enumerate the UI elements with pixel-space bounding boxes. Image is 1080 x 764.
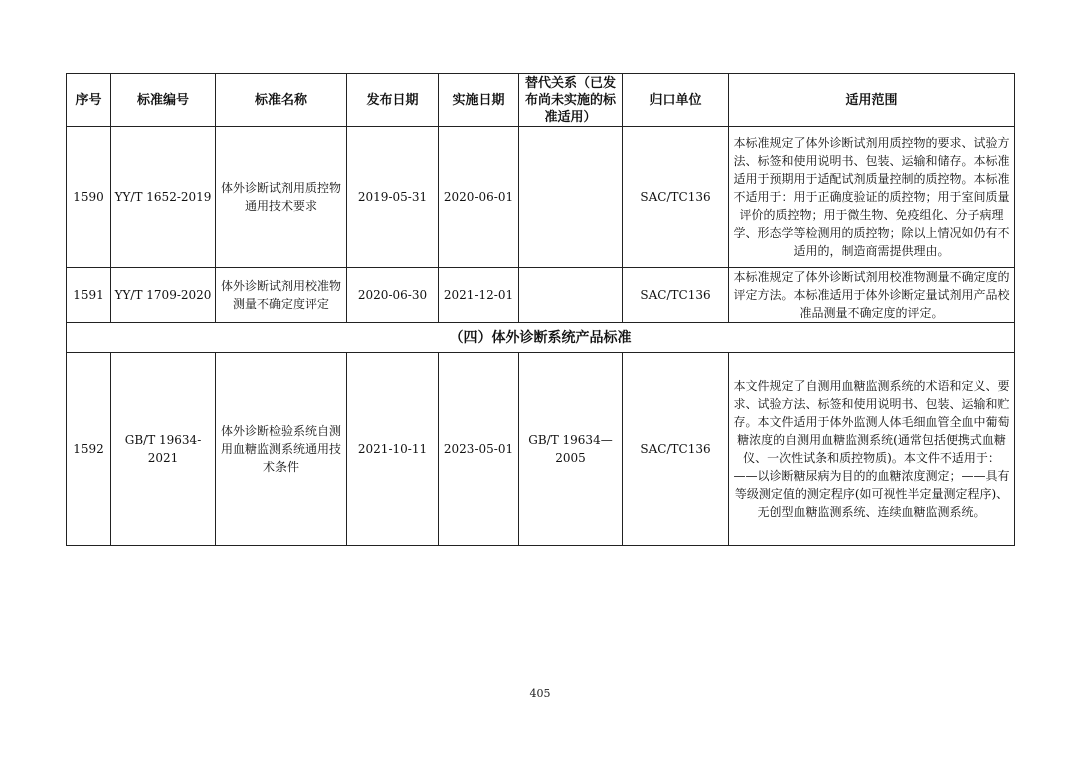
section-row	[67, 323, 1015, 353]
table-row	[67, 353, 1015, 546]
header-replaces: 替代关系（已发布尚未实施的标准适用）	[519, 74, 623, 127]
header-published: 发布日期	[347, 74, 439, 127]
table-header-row	[67, 74, 1015, 127]
header-effective: 实施日期	[439, 74, 519, 127]
header-code: 标准编号	[111, 74, 216, 127]
published-cell: 2021-10-11	[347, 353, 439, 546]
name-cell: 体外诊断试剂用校准物测量不确定度评定	[216, 268, 347, 323]
scope-cell: 本文件规定了自测用血糖监测系统的术语和定义、要求、试验方法、标签和使用说明书、包装、运输和贮存。本文件适用于体外监测人体毛细血管全血中葡萄糖浓度的自测用血糖监测系统(通常包括便携式血糖仪、一次性试条和质控物质)。本文件不适用于：——以诊断糖尿病为目的的血糖浓度测定；——具有等级测定值的测定程序(如可视性半定量测定程序)、无创型血糖监测系统、连续血糖监测系统。	[729, 353, 1015, 546]
published-cell: 2019-05-31	[347, 127, 439, 268]
replaces-cell	[519, 268, 623, 323]
name-cell: 体外诊断试剂用质控物通用技术要求	[216, 127, 347, 268]
seq-cell: 1590	[67, 127, 111, 268]
page-number: 405	[529, 687, 551, 700]
seq-cell: 1591	[67, 268, 111, 323]
standards-table	[66, 73, 1015, 546]
effective-cell: 2021-12-01	[439, 268, 519, 323]
code-cell: GB/T 19634-2021	[111, 353, 216, 546]
header-name: 标准名称	[216, 74, 347, 127]
dept-cell: SAC/TC136	[623, 268, 729, 323]
scope-cell: 本标准规定了体外诊断试剂用质控物的要求、试验方法、标签和使用说明书、包装、运输和储存。本标准适用于预期用于适配试剂质量控制的质控物。本标准不适用于：用于正确度验证的质控物；用于室间质量评价的质控物；用于微生物、免疫组化、分子病理学、形态学等检测用的质控物；除以上情况如仍有不适用的，制造商需提供理由。	[729, 127, 1015, 268]
section-title: （四）体外诊断系统产品标准	[67, 323, 1015, 353]
replaces-cell	[519, 127, 623, 268]
scope-cell: 本标准规定了体外诊断试剂用校准物测量不确定度的评定方法。本标准适用于体外诊断定量试剂用产品校准品测量不确定度的评定。	[729, 268, 1015, 323]
header-dept: 归口单位	[623, 74, 729, 127]
header-scope: 适用范围	[729, 74, 1015, 127]
name-cell: 体外诊断检验系统自测用血糖监测系统通用技术条件	[216, 353, 347, 546]
header-seq: 序号	[67, 74, 111, 127]
dept-cell: SAC/TC136	[623, 127, 729, 268]
replaces-cell: GB/T 19634—2005	[519, 353, 623, 546]
code-cell: YY/T 1709-2020	[111, 268, 216, 323]
effective-cell: 2023-05-01	[439, 353, 519, 546]
dept-cell: SAC/TC136	[623, 353, 729, 546]
table-row	[67, 268, 1015, 323]
seq-cell: 1592	[67, 353, 111, 546]
code-cell: YY/T 1652-2019	[111, 127, 216, 268]
effective-cell: 2020-06-01	[439, 127, 519, 268]
published-cell: 2020-06-30	[347, 268, 439, 323]
table-row	[67, 127, 1015, 268]
